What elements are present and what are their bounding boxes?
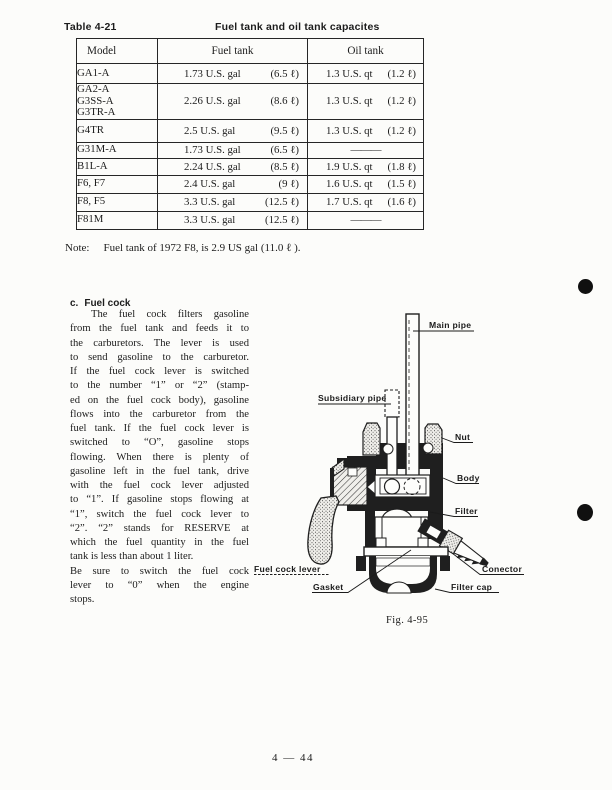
fuel-cell — [158, 211, 308, 229]
model-line: GA2-A — [77, 83, 110, 95]
table-row — [77, 142, 424, 158]
table-row — [77, 175, 424, 193]
nut-hole-left — [383, 444, 393, 454]
fuel-us: 3.3 U.S. gal — [184, 196, 236, 208]
paragraph-line: lever to “0” when the engine — [70, 579, 249, 591]
col-header-fuel-tank: Fuel tank — [158, 39, 308, 64]
paragraph-line: fuel tank. If the fuel cock lever is — [70, 423, 249, 434]
oil-us: 1.9 U.S. qt — [326, 160, 373, 173]
fuel-us: 1.73 U.S. gal — [184, 144, 241, 156]
paragraph-line: flows into the carburetor from the — [70, 408, 249, 420]
fuel-cell — [158, 193, 308, 211]
figure-caption: Fig. 4-95 — [386, 615, 429, 626]
oil-cell-empty — [308, 142, 424, 158]
oil-cell — [308, 158, 424, 175]
table-row — [77, 84, 424, 120]
label-gasket: Gasket — [313, 582, 344, 592]
paragraph-line: If the fuel cock lever is switched — [70, 366, 249, 377]
label-nut: Nut — [455, 432, 471, 442]
model-line: G3SS-A — [77, 94, 114, 107]
fuel-metric: (12.5 ℓ) — [265, 196, 299, 208]
label-filter: Filter — [455, 506, 478, 516]
paragraph-line: switched to “O”, gasoline stops — [70, 437, 249, 449]
fuel-us: 2.4 U.S. gal — [184, 178, 236, 190]
label-subsidiary-pipe: Subsidiary pipe — [318, 393, 387, 403]
paragraph-line: the carburetors. The lever is used — [70, 337, 249, 349]
fuel-us: 2.5 U.S. gal — [184, 124, 236, 137]
oil-cell — [308, 84, 424, 120]
col-header-oil-tank: Oil tank — [308, 39, 424, 64]
paragraph-line: to send gasoline to the carburetor. — [70, 351, 249, 363]
table-row — [77, 64, 424, 84]
oil-metric: (1.2 ℓ) — [387, 124, 416, 137]
fuel-us: 2.26 U.S. gal — [184, 95, 241, 108]
oil-metric: (1.5 ℓ) — [387, 178, 416, 190]
oil-cell — [308, 119, 424, 142]
paragraph-line: which the fuel quantity in the fuel — [70, 537, 249, 548]
note-label: Note: — [65, 242, 90, 254]
label-conector: Conector — [482, 564, 523, 574]
punch-hole-dot — [577, 504, 593, 521]
table-row — [77, 193, 424, 211]
oil-us: 1.3 U.S. qt — [326, 124, 373, 137]
oil-us: 1.3 U.S. qt — [326, 67, 373, 80]
oil-metric: (1.8 ℓ) — [387, 160, 416, 173]
model-cell: F8, F5 — [77, 193, 158, 211]
oil-us: 1.6 U.S. qt — [326, 178, 373, 190]
punch-hole-dot — [578, 279, 593, 294]
model-cell — [77, 84, 158, 120]
paragraph-line: flowing. When there is plenty of — [70, 451, 249, 463]
note-text: Fuel tank of 1972 F8, is 2.9 US gal (11.0 ℓ ). — [103, 242, 301, 254]
valve-passage — [367, 475, 430, 497]
paragraph-line: “2”. “2” stands for RESERVE at — [70, 522, 249, 534]
fuel-us: 3.3 U.S. gal — [184, 214, 236, 226]
model-cell: GA1-A — [77, 64, 158, 84]
fuel-cock-diagram — [248, 300, 560, 632]
paragraph-line: gasoline left in the fuel tank, drive — [70, 465, 249, 477]
page-number: 4 — 44 — [272, 752, 314, 764]
main-pipe-shape — [406, 314, 419, 476]
no-value-dash: ——— — [350, 214, 381, 226]
table-note — [65, 242, 301, 254]
body-text — [70, 308, 249, 607]
fuel-us: 1.73 U.S. gal — [184, 67, 241, 80]
fuel-metric: (9.5 ℓ) — [270, 124, 299, 137]
nut-hole-right — [423, 443, 433, 453]
oil-metric: (1.2 ℓ) — [387, 67, 416, 80]
label-filter-cap: Filter cap — [451, 582, 493, 592]
fuel-cell — [158, 64, 308, 84]
paragraph-line: ed on the fuel cock body), gasoline — [70, 394, 249, 406]
fuel-metric: (8.5 ℓ) — [270, 160, 299, 173]
table-row — [77, 119, 424, 142]
fuel-cell — [158, 84, 308, 120]
no-value-dash: ——— — [350, 144, 381, 156]
fuel-metric: (6.5 ℓ) — [270, 144, 299, 156]
table-title: Fuel tank and oil tank capacites — [215, 21, 380, 33]
model-cell: G31M-A — [77, 142, 158, 158]
model-cell: F81M — [77, 211, 158, 229]
fuel-cell — [158, 119, 308, 142]
paragraph-line: Be sure to switch the fuel cock — [70, 565, 249, 577]
table-header-row — [77, 39, 424, 64]
oil-cell-empty — [308, 211, 424, 229]
capacity-table — [76, 38, 424, 230]
fuel-metric: (9 ℓ) — [278, 178, 299, 190]
paragraph-line: from the fuel tank and feeds it to — [70, 323, 249, 335]
col-header-model: Model — [77, 39, 158, 64]
oil-us: 1.3 U.S. qt — [326, 95, 373, 108]
label-body: Body — [457, 473, 480, 483]
model-cell: F6, F7 — [77, 175, 158, 193]
paragraph-line: The fuel cock filters gasoline — [91, 309, 249, 320]
paragraph-line: stops. — [70, 594, 95, 605]
fuel-cell — [158, 175, 308, 193]
section-letter: c. — [70, 298, 79, 309]
fuel-metric: (8.6 ℓ) — [270, 95, 299, 108]
oil-cell — [308, 64, 424, 84]
paragraph-line: tank is less than about 1 liter. — [70, 551, 194, 563]
oil-cell — [308, 193, 424, 211]
fuel-cell — [158, 158, 308, 175]
fuel-cell — [158, 142, 308, 158]
fuel-metric: (12.5 ℓ) — [265, 214, 299, 226]
paragraph-line: with the fuel cock lever adjusted — [70, 480, 249, 491]
paragraph-line: to “1”. If gasoline stops flowing at — [70, 494, 249, 506]
body-notch — [348, 468, 357, 476]
oil-metric: (1.2 ℓ) — [387, 95, 416, 108]
label-fuel-cock-lever: Fuel cock lever — [254, 564, 321, 574]
oil-metric: (1.6 ℓ) — [387, 196, 416, 208]
table-number-label: Table 4-21 — [64, 21, 117, 33]
model-line: G3TR-A — [77, 106, 116, 118]
paragraph-line: to the number “1” or “2” (stamp- — [70, 380, 249, 392]
section-title: Fuel cock — [84, 298, 131, 309]
oil-us: 1.7 U.S. qt — [326, 196, 373, 208]
fuel-us: 2.24 U.S. gal — [184, 160, 241, 173]
table-row — [77, 211, 424, 229]
label-main-pipe: Main pipe — [429, 320, 472, 330]
oil-cell — [308, 175, 424, 193]
fuel-metric: (6.5 ℓ) — [270, 67, 299, 80]
model-cell: G4TR — [77, 119, 158, 142]
paragraph-line: “1”, switch the fuel cock lever to — [70, 508, 249, 520]
model-cell: B1L-A — [77, 158, 158, 175]
subsidiary-pipe-shape — [385, 390, 399, 476]
table-row — [77, 158, 424, 175]
